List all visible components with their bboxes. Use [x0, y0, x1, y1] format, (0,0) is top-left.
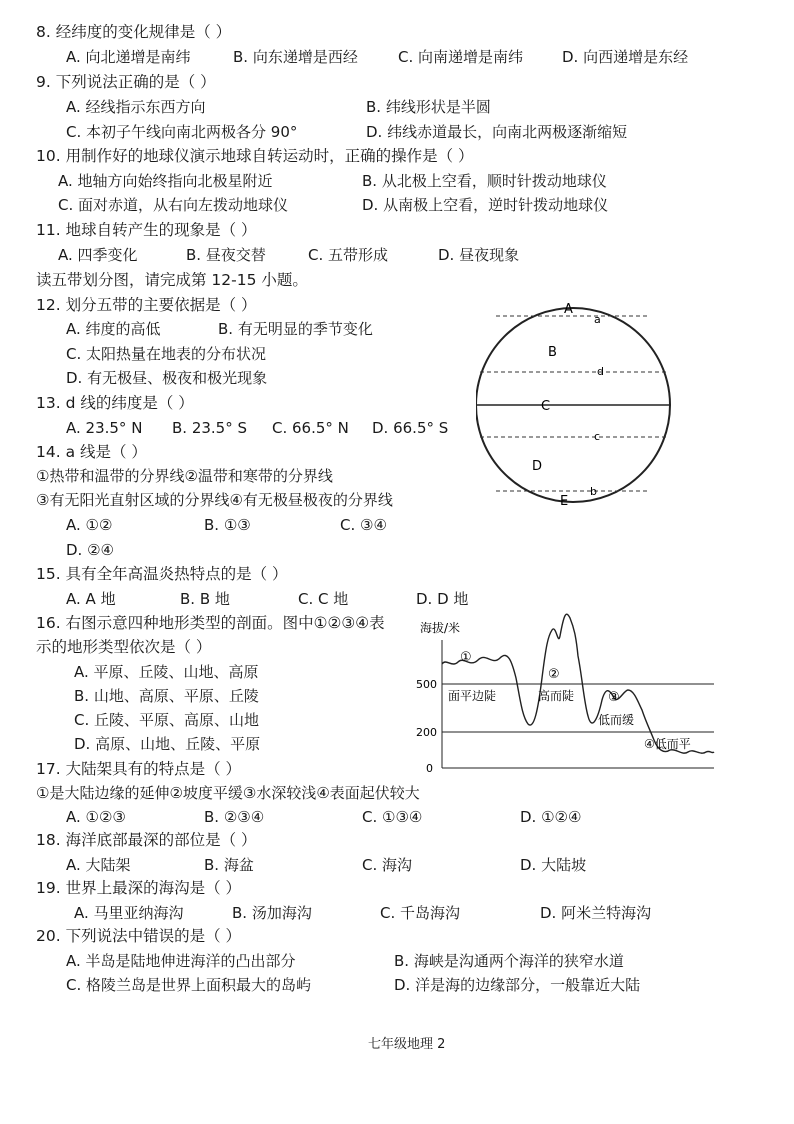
- q15-option-b: B. B 地: [180, 590, 230, 608]
- question-19-stem: 19. 世界上最深的海沟是（ ）: [36, 879, 242, 897]
- q16-option-d: D. 高原、山地、丘陵、平原: [74, 735, 261, 753]
- q18-option-b: B. 海盆: [204, 856, 254, 874]
- q18-option-d: D. 大陆坡: [520, 856, 587, 874]
- q8-option-a: A. 向北递增是南纬: [66, 48, 191, 66]
- q17-option-b: B. ②③④: [204, 808, 265, 826]
- q8-option-b: B. 向东递增是西经: [233, 48, 358, 66]
- desc-hills: 低而缓: [598, 713, 635, 727]
- question-13-stem: 13. d 线的纬度是（ ）: [36, 394, 194, 412]
- q13-option-b: B. 23.5° S: [172, 419, 248, 437]
- question-9-stem: 9. 下列说法正确的是（ ）: [36, 73, 216, 91]
- q12-option-a: A. 纬度的高低: [66, 320, 161, 338]
- q9-option-d: D. 纬线赤道最长，向南北两极逐渐缩短: [366, 123, 628, 141]
- q15-option-c: C. C 地: [298, 590, 349, 608]
- q13-option-a: A. 23.5° N: [66, 419, 143, 437]
- q12-option-d: D. 有无极昼、极夜和极光现象: [66, 369, 268, 387]
- tick-500: 500: [416, 678, 437, 691]
- desc-mountain: 高而陡: [538, 689, 575, 703]
- terrain-label-1: ①: [460, 650, 472, 665]
- q12-option-c: C. 太阳热量在地表的分布状况: [66, 345, 267, 363]
- q14-option-d: D. ②④: [66, 541, 114, 559]
- question-16-stem: 16. 右图示意四种地形类型的剖面。图中①②③④表: [36, 614, 385, 632]
- q14-statement-2: ③有无阳光直射区域的分界线④有无极昼极夜的分界线: [36, 491, 393, 509]
- line-label-d: d: [597, 365, 604, 378]
- q15-option-d: D. D 地: [416, 590, 469, 608]
- q16-option-b: B. 山地、高原、平原、丘陵: [74, 687, 259, 705]
- q20-option-b: B. 海峡是沟通两个海洋的狭窄水道: [394, 952, 624, 970]
- q18-option-a: A. 大陆架: [66, 856, 131, 874]
- page-footer: 七年级地理 2: [368, 1037, 446, 1052]
- q20-option-a: A. 半岛是陆地伸进海洋的凸出部分: [66, 952, 296, 970]
- terrain-label-4: ④低而平: [644, 737, 691, 751]
- q19-option-a: A. 马里亚纳海沟: [74, 904, 184, 922]
- q20-option-c: C. 格陵兰岛是世界上面积最大的岛屿: [66, 976, 312, 994]
- q19-option-d: D. 阿米兰特海沟: [540, 904, 652, 922]
- q14-option-c: C. ③④: [340, 516, 387, 534]
- question-11-stem: 11. 地球自转产生的现象是（ ）: [36, 221, 257, 239]
- q12-option-b: B. 有无明显的季节变化: [218, 320, 373, 338]
- q13-option-d: D. 66.5° S: [372, 419, 449, 437]
- y-axis-label: 海拔/米: [420, 621, 461, 635]
- q13-option-c: C. 66.5° N: [272, 419, 349, 437]
- question-12-stem: 12. 划分五带的主要依据是（ ）: [36, 296, 257, 314]
- zone-label-c: C: [541, 399, 551, 414]
- terrain-label-3: ③: [608, 690, 620, 705]
- q14-option-a: A. ①②: [66, 516, 113, 534]
- reading-note: 读五带划分图，请完成第 12-15 小题。: [36, 271, 308, 289]
- question-14-stem: 14. a 线是（ ）: [36, 443, 147, 461]
- q14-statement-1: ①热带和温带的分界线②温带和寒带的分界线: [36, 467, 333, 485]
- q9-option-b: B. 纬线形状是半圆: [366, 98, 491, 116]
- line-label-b: b: [590, 485, 597, 498]
- q17-statement: ①是大陆边缘的延伸②坡度平缓③水深较浅④表面起伏较大: [36, 784, 420, 802]
- tick-200: 200: [416, 726, 437, 739]
- q11-option-a: A. 四季变化: [58, 246, 138, 264]
- q11-option-c: C. 五带形成: [308, 246, 389, 264]
- q19-option-b: B. 汤加海沟: [232, 904, 312, 922]
- terrain-label-2: ②: [548, 667, 560, 682]
- q11-option-d: D. 昼夜现象: [438, 246, 520, 264]
- question-16-stem-cont: 示的地形类型依次是（ ）: [36, 638, 212, 656]
- tick-0: 0: [426, 762, 433, 775]
- q11-option-b: B. 昼夜交替: [186, 246, 266, 264]
- zone-label-a: A: [564, 302, 573, 317]
- line-label-c: c: [594, 430, 601, 443]
- question-10-stem: 10. 用制作好的地球仪演示地球自转运动时，正确的操作是（ ）: [36, 147, 474, 165]
- q17-option-d: D. ①②④: [520, 808, 582, 826]
- q9-option-c: C. 本初子午线向南北两极各分 90°: [66, 123, 298, 141]
- q9-option-a: A. 经线指示东西方向: [66, 98, 206, 116]
- question-20-stem: 20. 下列说法中错误的是（ ）: [36, 927, 242, 945]
- five-zones-figure: [476, 294, 676, 514]
- q16-option-a: A. 平原、丘陵、山地、高原: [74, 663, 259, 681]
- question-8-stem: 8. 经纬度的变化规律是（ ）: [36, 23, 232, 41]
- q10-option-a: A. 地轴方向始终指向北极星附近: [58, 172, 273, 190]
- q18-option-c: C. 海沟: [362, 856, 413, 874]
- q16-option-c: C. 丘陵、平原、高原、山地: [74, 711, 260, 729]
- question-17-stem: 17. 大陆架具有的特点是（ ）: [36, 760, 242, 778]
- q20-option-d: D. 洋是海的边缘部分，一般靠近大陆: [394, 976, 641, 994]
- zone-label-e: E: [560, 494, 569, 509]
- q10-option-b: B. 从北极上空看，顺时针拨动地球仪: [362, 172, 607, 190]
- q8-option-d: D. 向西递增是东经: [562, 48, 689, 66]
- question-15-stem: 15. 具有全年高温炎热特点的是（ ）: [36, 565, 288, 583]
- q17-option-a: A. ①②③: [66, 808, 126, 826]
- q14-option-b: B. ①③: [204, 516, 251, 534]
- q10-option-d: D. 从南极上空看，逆时针拨动地球仪: [362, 196, 609, 214]
- zone-label-b: B: [548, 345, 557, 360]
- q10-option-c: C. 面对赤道，从右向左拨动地球仪: [58, 196, 289, 214]
- q19-option-c: C. 千岛海沟: [380, 904, 461, 922]
- q15-option-a: A. A 地: [66, 590, 116, 608]
- q8-option-c: C. 向南递增是南纬: [398, 48, 524, 66]
- q17-option-c: C. ①③④: [362, 808, 423, 826]
- zone-label-d: D: [532, 459, 543, 474]
- question-18-stem: 18. 海洋底部最深的部位是（ ）: [36, 831, 257, 849]
- desc-plateau: 面平边陡: [448, 689, 497, 703]
- terrain-profile-figure: [412, 606, 718, 778]
- line-label-a: a: [594, 313, 601, 326]
